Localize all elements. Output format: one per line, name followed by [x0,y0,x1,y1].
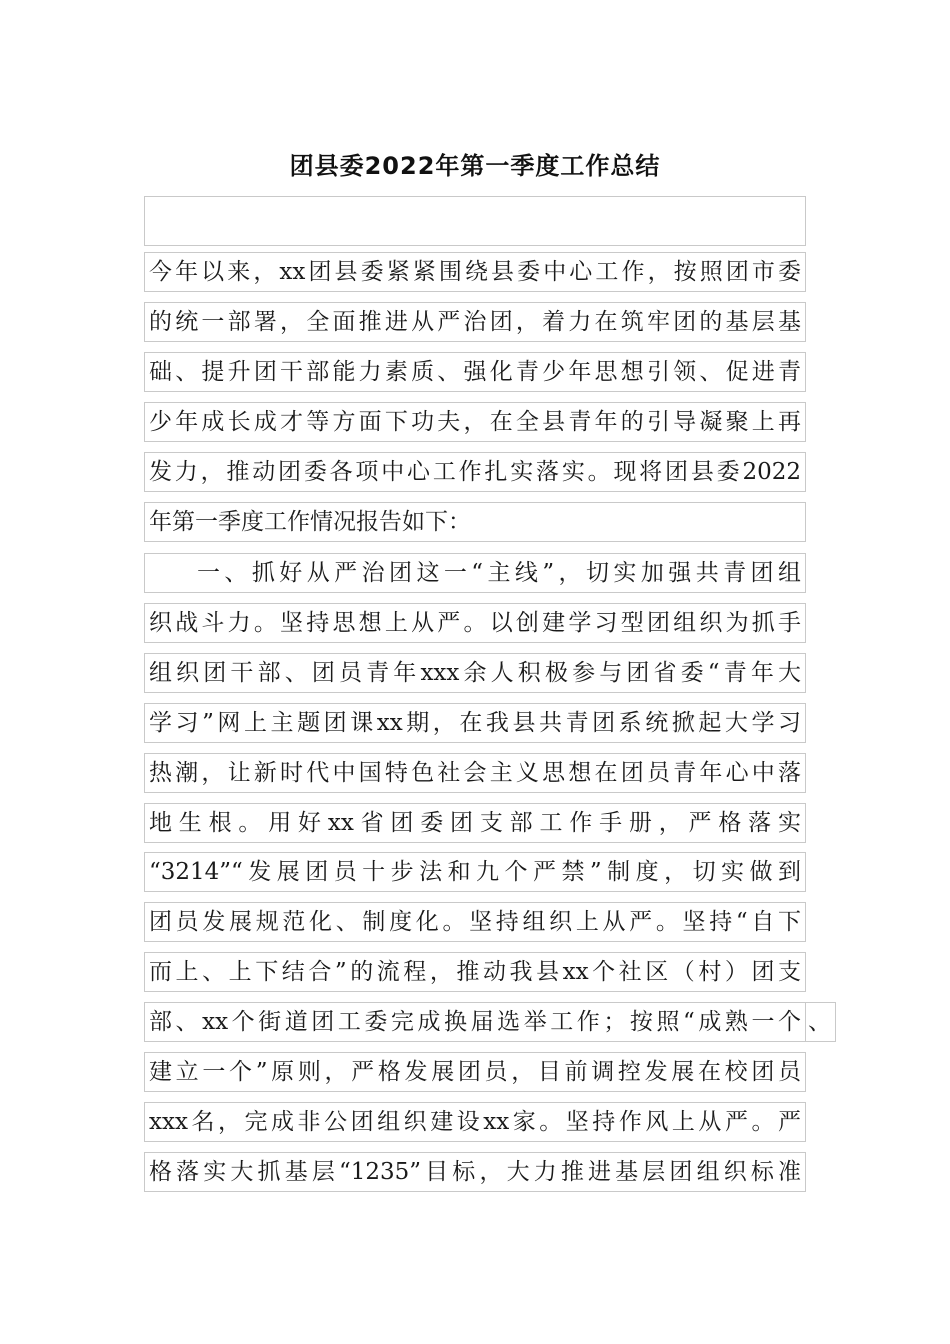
text-line: 的统一部署，全面推进从严治团，着力在筑牢团的基层基 [144,302,806,342]
text-line: “3214”“发展团员十步法和九个严禁”制度，切实做到 [144,852,806,892]
text-line: 建立一个”原则，严格发展团员，目前调控发展在校团员 [144,1052,806,1092]
overflow-punctuation: 、 [806,1002,836,1042]
text-line: 组织团干部、团员青年xxx余人积极参与团省委“青年大 [144,653,806,693]
text-line: 今年以来，xx团县委紧紧围绕县委中心工作，按照团市委 [144,252,806,292]
text-line: 部、xx个街道团工委完成换届选举工作；按照“成熟一个 [144,1002,806,1042]
text-line: 学习”网上主题团课xx期，在我县共青团系统掀起大学习 [144,703,806,743]
document-title: 团县委2022年第一季度工作总结 [289,152,661,180]
text-line: xxx名，完成非公团组织建设xx家。坚持作风上从严。严 [144,1102,806,1142]
text-line: 发力，推动团委各项中心工作扎实落实。现将团县委2022 [144,452,806,492]
text-line: 格落实大抓基层“1235”目标，大力推进基层团组织标准 [144,1152,806,1192]
empty-text-box [144,196,806,246]
text-line: 热潮，让新时代中国特色社会主义思想在团员青年心中落 [144,753,806,793]
text-line: 团员发展规范化、制度化。坚持组织上从严。坚持“自下 [144,902,806,942]
text-line: 年第一季度工作情况报告如下： [144,502,806,542]
text-line: 地生根。用好xx省团委团支部工作手册，严格落实 [144,803,806,843]
text-line: 织战斗力。坚持思想上从严。以创建学习型团组织为抓手 [144,603,806,643]
text-line: 础、提升团干部能力素质、强化青少年思想引领、促进青 [144,352,806,392]
text-line: 少年成长成才等方面下功夫，在全县青年的引导凝聚上再 [144,402,806,442]
text-line: 而上、上下结合”的流程，推动我县xx个社区（村）团支 [144,952,806,992]
text-line: 一、抓好从严治团这一“主线”，切实加强共青团组 [144,553,806,593]
